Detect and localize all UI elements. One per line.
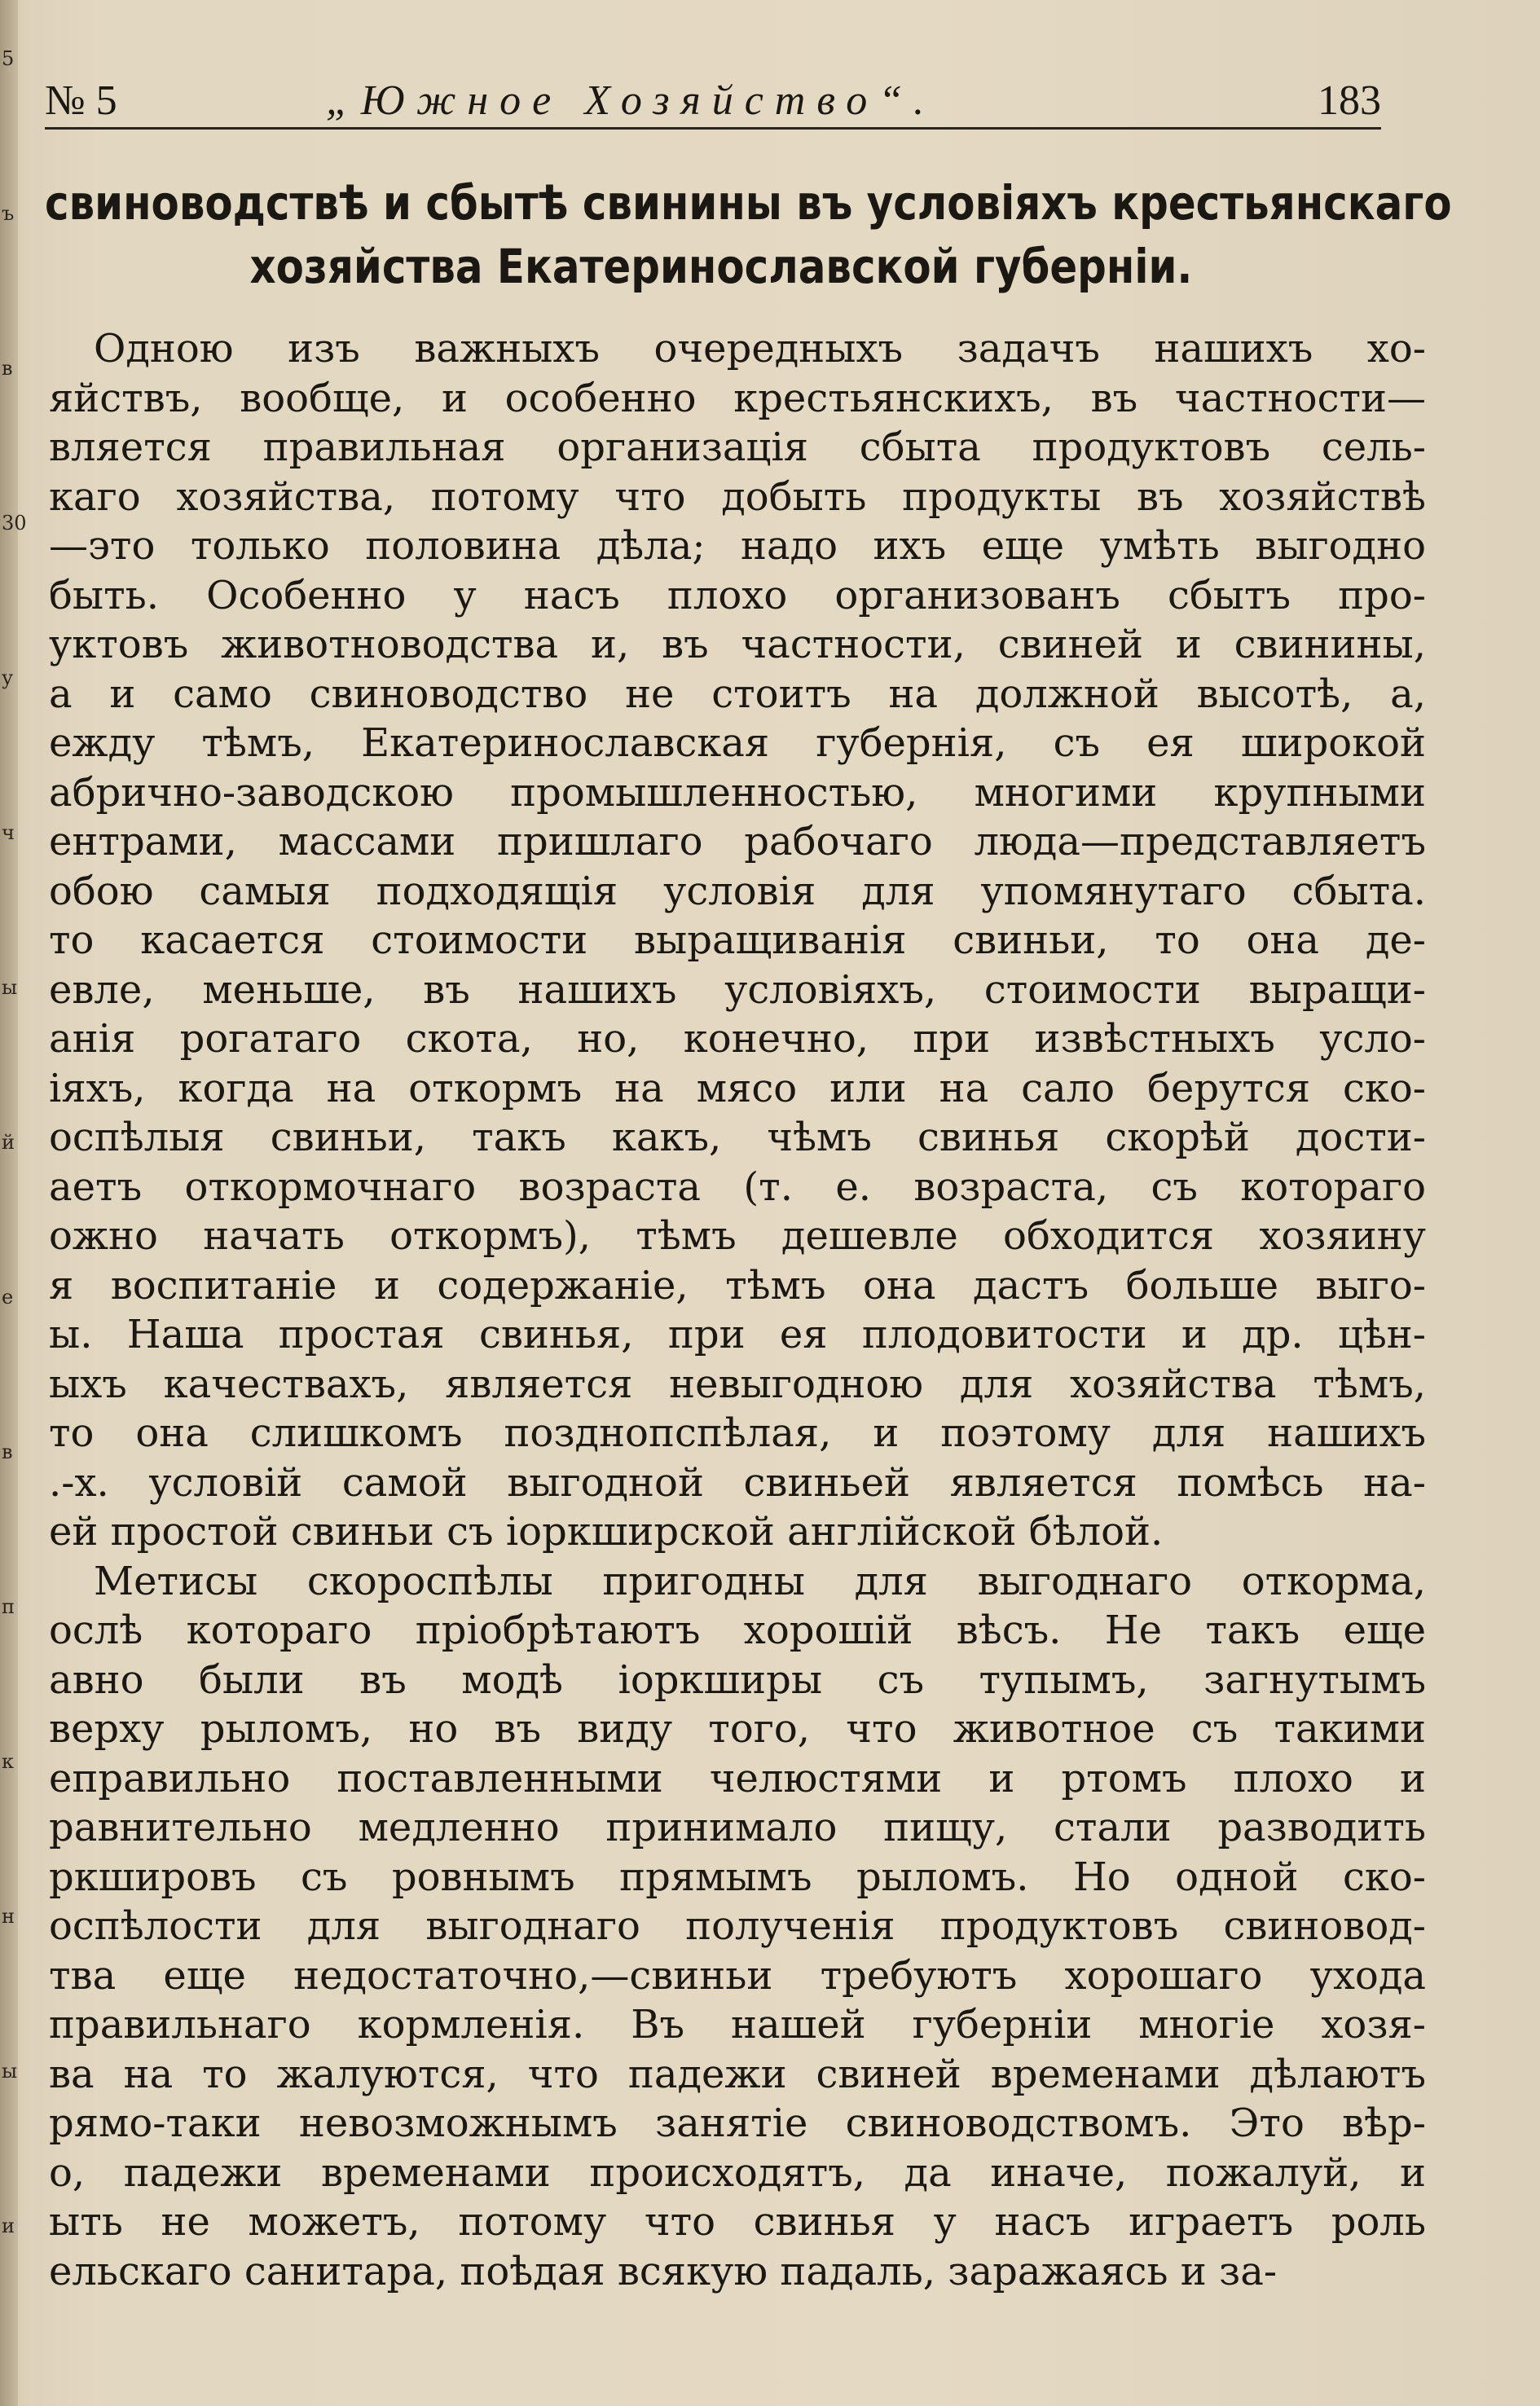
text-line: оспѣлости для выгоднаго полученія продуктовъ свиновод-	[49, 1903, 1426, 1949]
text-line: ва на то жалуются, что падежи свиней временами дѣлаютъ	[49, 2051, 1426, 2097]
text-line: тва еще недостаточно,—свиньи требуютъ хорошаго ухода	[49, 1952, 1426, 1999]
text-line: ожно начать откормъ), тѣмъ дешевле обходится хозяину	[49, 1213, 1426, 1259]
article-title	[45, 171, 1452, 298]
text-line: быть. Особенно у насъ плохо организованъ сбытъ про-	[49, 572, 1426, 618]
text-line: ежду тѣмъ, Екатеринославская губернія, съ ея широкой	[49, 720, 1426, 766]
text-line: анія рогатаго скота, но, конечно, при извѣстныхъ усло-	[49, 1016, 1426, 1062]
gutter-fragment: у	[2, 666, 14, 689]
gutter-fragment: е	[2, 1286, 14, 1309]
text-line: Метисы скороспѣлы пригодны для выгоднаго откорма,	[94, 1558, 1426, 1604]
gutter-fragment: и	[2, 2215, 15, 2237]
gutter-fragment: ч	[2, 821, 15, 844]
text-line: каго хозяйства, потому что добыть продукты въ хозяйствѣ	[49, 473, 1426, 520]
text-line: Одною изъ важныхъ очередныхъ задачъ нашихъ хо-	[94, 326, 1426, 372]
text-line: обою самыя подходящія условія для упомянутаго сбыта.	[49, 868, 1426, 914]
text-line: ентрами, массами пришлаго рабочаго люда—представляетъ	[49, 819, 1426, 864]
text-line: абрично-заводскою промышленностью, многими крупными	[49, 769, 1426, 816]
gutter-fragment: 30	[2, 512, 27, 534]
text-line: ельскаго санитара, поѣдая всякую падаль, заражаясь и за-	[49, 2248, 1278, 2294]
text-line: евле, меньше, въ нашихъ условіяхъ, стоимости выращи-	[49, 966, 1426, 1013]
gutter-fragment: ы	[2, 2060, 18, 2083]
text-line: яйствъ, вообще, и особенно крестьянскихъ, въ частности—	[49, 375, 1426, 421]
text-line: авно были въ модѣ іоркширы съ тупымъ, загнутымъ	[49, 1656, 1426, 1703]
text-line: ослѣ котораго пріобрѣтаютъ хорошій вѣсъ. Не такъ еще	[49, 1608, 1426, 1653]
text-line: —это только половина дѣла; надо ихъ еще умѣть выгодно	[49, 523, 1426, 569]
title-line-2: хозяйства Екатеринославской губерніи.	[249, 239, 1193, 294]
title-line-1: свиноводствѣ и сбытѣ свинины въ условіяхъ крестьянскаго	[45, 175, 1452, 231]
gutter-fragment: ы	[2, 976, 18, 999]
text-line: равнительно медленно принимало пищу, стали разводить	[49, 1805, 1426, 1850]
gutter-fragment: к	[2, 1750, 14, 1773]
text-line: оспѣлыя свиньи, такъ какъ, чѣмъ свинья скорѣй дости-	[49, 1115, 1426, 1160]
text-line: аетъ откормочнаго возраста (т. е. возраста, съ котораго	[49, 1163, 1426, 1210]
text-line: то касается стоимости выращиванія свиньи, то она де-	[49, 917, 1426, 963]
text-line: .-х. условій самой выгодной свиньей является помѣсь на-	[49, 1459, 1426, 1506]
text-line: вляется правильная организація сбыта продуктовъ сель-	[49, 424, 1426, 470]
page-number: 183	[1318, 77, 1381, 124]
gutter-fragment: 5	[2, 47, 15, 70]
gutter-fragment: в	[2, 1441, 13, 1463]
text-line: ркшировъ съ ровнымъ прямымъ рыломъ. Но одной ско-	[49, 1854, 1426, 1900]
text-line: ы. Наша простая свинья, при ея плодовитости и др. цѣн-	[49, 1312, 1426, 1357]
gutter-fragment: п	[2, 1595, 15, 1618]
text-line: рямо-таки невозможнымъ занятіе свиноводствомъ. Это вѣр-	[49, 2100, 1426, 2146]
text-line: то она слишкомъ позднопспѣлая, и поэтому для нашихъ	[49, 1410, 1426, 1456]
text-line: ыть не можетъ, потому что свинья у насъ играетъ роль	[49, 2199, 1426, 2245]
text-line: я воспитаніе и содержаніе, тѣмъ она дастъ больше выго-	[49, 1262, 1426, 1309]
text-line: еправильно поставленными челюстями и ртомъ плохо и	[49, 1755, 1426, 1801]
text-line: правильнаго кормленія. Въ нашей губерніи многіе хозя-	[49, 2002, 1426, 2048]
text-line: о, падежи временами происходятъ, да иначе, пожалуй, и	[49, 2149, 1426, 2196]
text-line: верху рыломъ, но въ виду того, что животное съ такими	[49, 1706, 1426, 1752]
gutter-fragment: ъ	[2, 202, 15, 225]
gutter-fragment: н	[2, 1905, 15, 1928]
gutter-fragment: в	[2, 357, 13, 380]
article-body	[49, 324, 1426, 2296]
text-line: уктовъ животноводства и, въ частности, свиней и свинины,	[49, 622, 1426, 667]
text-line: ыхъ качествахъ, является невыгодною для хозяйства тѣмъ,	[49, 1361, 1426, 1407]
issue-number: № 5	[45, 77, 117, 124]
gutter-fragment: й	[2, 1131, 15, 1154]
text-line: ей простой свиньи съ іоркширской англійской бѣлой.	[49, 1509, 1164, 1555]
text-line: іяхъ, когда на откормъ на мясо или на сало берутся ско-	[49, 1065, 1426, 1111]
running-title: „Южное Хозяйство“.	[326, 77, 936, 124]
running-header	[45, 72, 1381, 130]
text-line: а и само свиноводство не стоитъ на должной высотѣ, а,	[49, 671, 1426, 717]
header-rule	[45, 127, 1381, 130]
